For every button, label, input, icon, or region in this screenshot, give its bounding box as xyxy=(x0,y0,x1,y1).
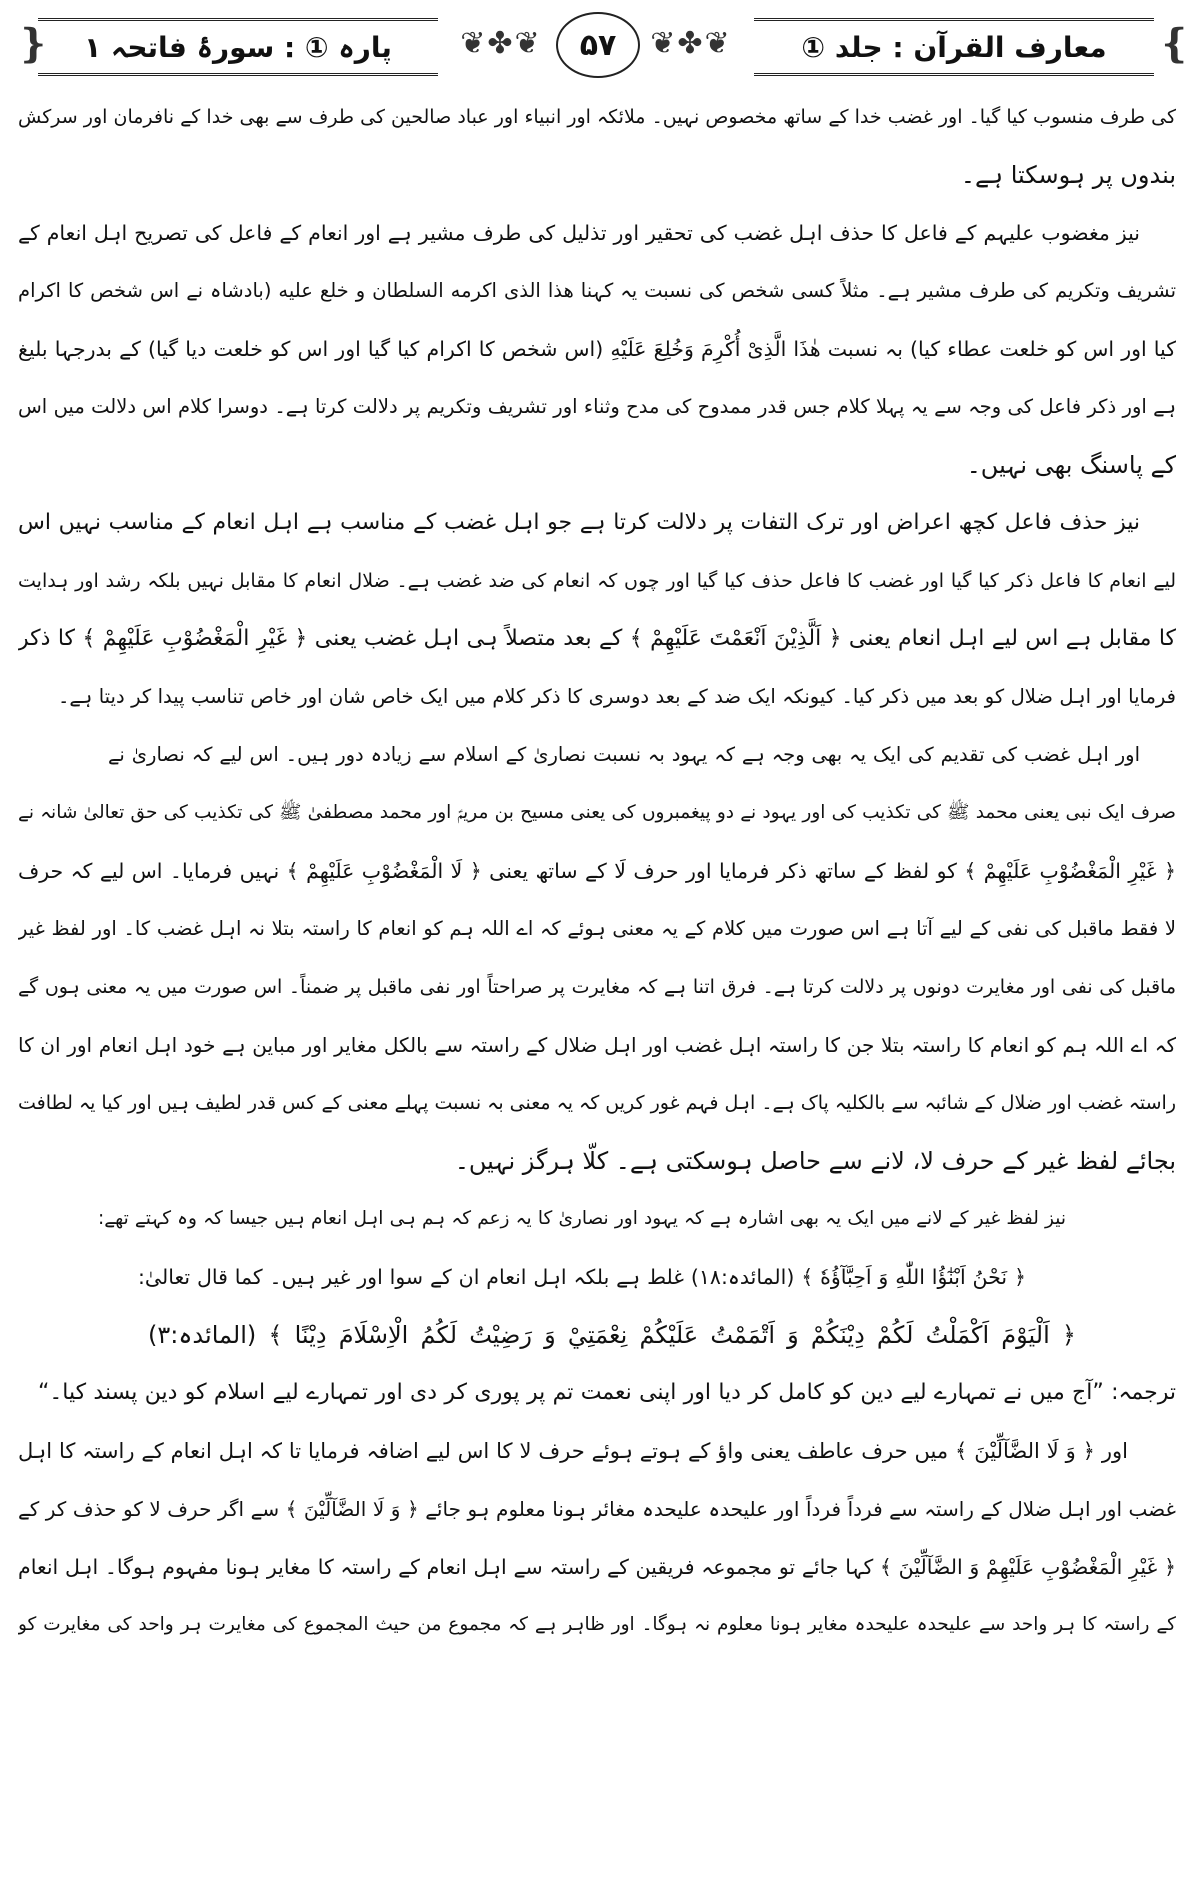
text-line: غضب اور اہل ضلال کے راستہ سے فرداً فرداً اور علیحدہ علیحدہ مغائر ہونا معلوم ہو جائے ﴿ وَ لَا الضَّآلِّيْنَ ﴾ سے اگر حرف لا کو حذف کر کے xyxy=(18,1497,1176,1521)
paragraph-start-line: اور اہل غضب کی تقدیم کی ایک یہ بھی وجہ ہے کہ یہود بہ نسبت نصاریٰ کے اسلام سے زیادہ دور ہیں۔ اس لیے کہ نصاریٰ نے xyxy=(108,743,1140,766)
floral-ornament-icon: ❦✤❦ xyxy=(650,26,732,61)
paragraph-start-line: نیز مغضوب علیہم کے فاعل کا حذف اہل غضب کی تحقیر اور تذلیل کی طرف مشیر ہے اور انعام کے فاعل کی تصریح اہل انعام کے xyxy=(18,221,1140,245)
quran-verse-line: ﴿ نَحْنُ اَبْنٰٓؤُا اللّٰهِ وَ اَحِبَّآؤُهٗ ﴾ (المائدہ:۱۸) غلط ہے بلکہ اہل انعام ان کے سوا اور غیر ہیں۔ کما قال تعالیٰ: xyxy=(138,1265,1026,1289)
text-line: ہے اور ذکر فاعل کی وجہ سے یہ پہلا کلام جس قدر ممدوح کی مدح وثناء اور تشریف وتکریم پر دلالت کرتا ہے۔ دوسرا کلام اس دلالت میں اس xyxy=(18,395,1176,418)
page-body xyxy=(18,88,1176,1654)
text-line: لا فقط ماقبل کی نفی کے لیے آتا ہے اس صورت میں کلام کے یہ معنی ہوئے کہ اے اللہ ہم کو انعام کا راستہ بتلا نہ اہل غضب کا۔ اور لفظ غیر xyxy=(18,917,1176,940)
text-line: ﴿ غَيْرِ الْمَغْضُوْبِ عَلَيْهِمْ ﴾ کو لفظ کے ساتھ ذکر فرمایا اور حرف لَا کے ساتھ یعنی ﴿ لَا الْمَغْضُوْبِ عَلَيْهِمْ ﴾ نہیں فرمایا۔ اس لیے کہ حرف xyxy=(18,859,1176,883)
text-line: بندوں پر ہوسکتا ہے۔ xyxy=(960,161,1176,189)
text-line: صرف ایک نبی یعنی محمد ﷺ کی تکذیب کی اور یہود نے دو پیغمبروں کی یعنی مسیح بن مریمؑ اور محمد مصطفیٰ ﷺ کی تکذیب کی حق تعالیٰ شانہ نے xyxy=(18,802,1176,823)
paragraph-start-line: نیز لفظ غیر کے لانے میں ایک یہ بھی اشارہ ہے کہ یہود اور نصاریٰ کا یہ زعم کہ ہم ہی اہل انعام ہیں جیسا کہ وہ کہتے تھے: xyxy=(98,1208,1066,1229)
text-line: تشریف وتکریم کی طرف مشیر ہے۔ مثلاً کسی شخص کی نسبت یہ کہنا هذا الذی اکرمه السلطان و خلع علیه (بادشاہ نے اس شخص کا اکرام xyxy=(18,279,1176,302)
translation-line: ترجمہ: ”آج میں نے تمہارے لیے دین کو کامل کر دیا اور اپنی نعمت تم پر پوری کر دی اور تمہارے لیے اسلام کو دین پسند کیا۔“ xyxy=(38,1380,1176,1405)
ornament-bracket-icon: ❵ xyxy=(16,21,50,67)
ornament-bracket-icon: ❴ xyxy=(1158,21,1192,67)
text-line: کہ اے اللہ ہم کو انعام کا راستہ بتلا جن کا راستہ اہل غضب اور اہل ضلال کے راستہ سے بالکل مغایر اور مباین ہے خود اہل انعام اور ان کا xyxy=(18,1033,1176,1057)
text-line: فرمایا اور اہل ضلال کو بعد میں ذکر کیا۔ کیونکہ ایک ضد کے بعد دوسری کا ذکر کلام میں ایک خاص شان اور خاص تناسب پیدا کر دیتا ہے۔ xyxy=(58,685,1176,708)
text-line: بجائے لفظ غیر کے حرف لا، لانے سے حاصل ہوسکتی ہے۔ کلّا ہرگز نہیں۔ xyxy=(454,1147,1176,1175)
paragraph-start-line: اور ﴿ وَ لَا الضَّآلِّيْنَ ﴾ میں حرف عاطف یعنی واؤ کے ہوتے ہوئے حرف لا کا اس لیے اضافہ فرمایا تا کہ اہل انعام کے راستہ کا اہل xyxy=(18,1439,1128,1463)
quran-verse-line: ﴿ اَلْيَوْمَ اَكْمَلْتُ لَكُمْ دِيْنَكُمْ وَ اَتْمَمْتُ عَلَيْكُمْ نِعْمَتِيْ وَ رَضِيْتُ لَكُمُ الْاِسْلَامَ دِيْنًا ﴾ (المائدہ:۳) xyxy=(148,1321,1076,1349)
section-title: پارہ ① : سورۂ فاتحہ ۱ xyxy=(38,18,438,76)
text-line: لیے انعام کا فاعل ذکر کیا گیا اور غضب کا فاعل حذف کیا گیا اور چوں کہ انعام کی ضد غضب ہے۔ ضلال انعام کا مقابل نہیں بلکہ رشد اور ہدایت xyxy=(18,570,1176,592)
text-line: راستہ غضب اور ضلال کے شائبہ سے بالکلیہ پاک ہے۔ اہل فہم غور کریں کہ یہ معنی بہ نسبت پہلے معنی کے کس قدر لطیف ہیں اور کیا یہ لطافت xyxy=(18,1092,1176,1114)
floral-ornament-icon: ❦✤❦ xyxy=(460,26,542,61)
page-number: ۵۷ xyxy=(556,12,640,78)
text-line: کے پاسنگ بھی نہیں۔ xyxy=(966,451,1176,479)
text-line: کیا اور اس کو خلعت عطاء کیا) بہ نسبت هٰذَا الَّذِیْ أُكْرِمَ وَخُلِعَ عَلَيْهِ (اس شخص کا اکرام کیا گیا اور اس کو خلعت دیا گیا) کے بدرجہا بلیغ xyxy=(18,337,1176,361)
text-line: کا مقابل ہے اس لیے اہل انعام یعنی ﴿ اَلَّذِيْنَ اَنْعَمْتَ عَلَيْهِمْ ﴾ کے بعد متصلاً ہی اہل غضب یعنی ﴿ غَيْرِ الْمَغْضُوْبِ عَلَيْهِمْ ﴾ کا ذکر xyxy=(18,626,1176,651)
book-title: معارف القرآن : جلد ① xyxy=(754,18,1154,76)
text-line: کی طرف منسوب کیا گیا۔ اور غضب خدا کے ساتھ مخصوص نہیں۔ ملائکہ اور انبیاء اور عباد صالحین کی طرف سے بھی خدا کے نافرمان اور سرکش xyxy=(18,106,1176,128)
text-line: ماقبل کی نفی اور مغایرت دونوں پر دلالت کرتا ہے۔ فرق اتنا ہے کہ مغایرت پر صراحتاً اور نفی ماقبل پر ضمناً۔ اس صورت میں یہ معنی ہوں گے xyxy=(18,976,1176,998)
paragraph-start-line: نیز حذف فاعل کچھ اعراض اور ترک التفات پر دلالت کرتا ہے جو اہل غضب کے مناسب ہے اہل انعام کے مناسب نہیں اس xyxy=(18,510,1140,535)
text-line: کے راستہ کا ہر واحد سے علیحدہ علیحدہ مغایر ہونا معلوم نہ ہوگا۔ اور ظاہر ہے کہ مجموع من حیث المجموع کی مغایرت ہر واحد کی مغایرت کو xyxy=(18,1614,1176,1635)
text-line: ﴿ غَيْرِ الْمَغْضُوْبِ عَلَيْهِمْ وَ الضَّآلِّيْنَ ﴾ کہا جائے تو مجموعہ فریقین کے راستہ سے اہل انعام کے راستہ کا مغایر ہونا مفہوم ہوگا۔ اہل انعام xyxy=(18,1555,1176,1579)
running-header xyxy=(16,12,1192,78)
